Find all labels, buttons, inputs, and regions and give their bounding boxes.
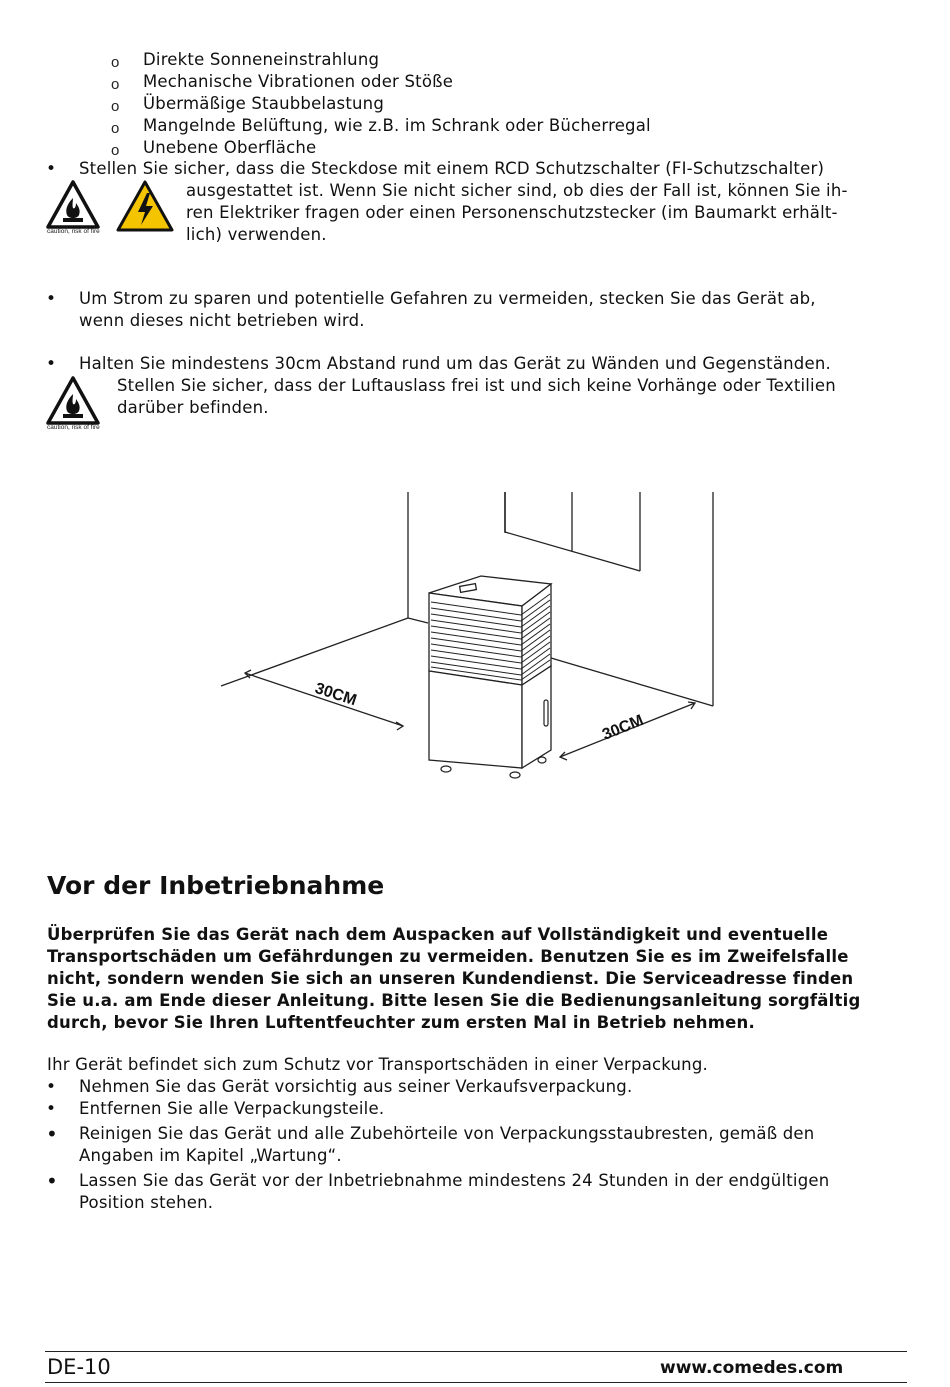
sublist-item: Übermäßige Staubbelastung — [143, 94, 384, 113]
step-text: Angaben im Kapitel „Wartung“. — [79, 1146, 342, 1165]
bullet: • — [46, 159, 57, 179]
footer-url: www.comedes.com — [660, 1358, 844, 1378]
intro-bold-line: Sie u.a. am Ende dieser Anleitung. Bitte lesen Sie die Bedienungsanleitung sorgfältig — [47, 991, 861, 1010]
sublist-item: Mangelnde Belüftung, wie z.B. im Schrank oder Bücherregal — [143, 116, 651, 135]
footer-top-rule — [45, 1351, 907, 1352]
packaging-intro: Ihr Gerät befindet sich zum Schutz vor Transportschäden in einer Verpackung. — [47, 1055, 708, 1074]
bullet: • — [46, 289, 57, 309]
step-text: Reinigen Sie das Gerät und alle Zubehörteile von Verpackungsstaubresten, gemäß den — [79, 1124, 815, 1143]
rcd-text-line: ren Elektriker fragen oder einen Personenschutzstecker (im Baumarkt erhält- — [186, 203, 838, 222]
sublist-marker: o — [111, 98, 120, 115]
bullet: • — [46, 1122, 58, 1146]
distance-text-line: Halten Sie mindestens 30cm Abstand rund um das Gerät zu Wänden und Gegenständen. — [79, 354, 831, 373]
bullet: • — [46, 1077, 57, 1097]
bullet: • — [46, 354, 57, 374]
footer-bottom-rule — [45, 1382, 907, 1383]
clearance-illustration — [215, 488, 725, 788]
sublist-marker: o — [111, 120, 120, 137]
rcd-text-line: Stellen Sie sicher, dass die Steckdose mit einem RCD Schutzschalter (FI-Schutzschalter) — [79, 159, 825, 178]
left-clearance-label: 30CM — [312, 680, 359, 710]
power-text-line: wenn dieses nicht betrieben wird. — [79, 311, 365, 330]
intro-bold-line: durch, bevor Sie Ihren Luftentfeuchter zum ersten Mal in Betrieb nehmen. — [47, 1013, 755, 1032]
fire-warning-icon — [46, 180, 100, 238]
rcd-text-line: ausgestattet ist. Wenn Sie nicht sicher sind, ob dies der Fall ist, können Sie ih- — [186, 181, 848, 200]
sublist-item: Mechanische Vibrationen oder Stöße — [143, 72, 454, 91]
distance-text-line: darüber befinden. — [117, 398, 269, 417]
step-text: Position stehen. — [79, 1193, 214, 1212]
bullet: • — [46, 1099, 57, 1119]
sublist-item: Unebene Oberfläche — [143, 138, 317, 157]
power-text-line: Um Strom zu sparen und potentielle Gefahren zu vermeiden, stecken Sie das Gerät ab, — [79, 289, 816, 308]
fire-warning-icon — [46, 376, 100, 434]
electric-warning-icon — [115, 179, 175, 234]
sublist-marker: o — [111, 54, 120, 71]
bullet: • — [46, 1169, 58, 1193]
distance-text-line: Stellen Sie sicher, dass der Luftauslass frei ist und sich keine Vorhänge oder Textilien — [117, 376, 836, 395]
sublist-marker: o — [111, 76, 120, 93]
intro-bold-line: Überprüfen Sie das Gerät nach dem Auspacken auf Vollständigkeit und eventuelle — [47, 925, 829, 944]
step-text: Lassen Sie das Gerät vor der Inbetriebnahme mindestens 24 Stunden in der endgültigen — [79, 1171, 830, 1190]
page-number: DE-10 — [47, 1355, 111, 1379]
sublist-item: Direkte Sonneneinstrahlung — [143, 50, 380, 69]
right-clearance-label: 30CM — [600, 712, 646, 744]
section-title: Vor der Inbetriebnahme — [47, 871, 385, 900]
sublist-marker: o — [111, 142, 120, 159]
rcd-text-line: lich) verwenden. — [186, 225, 327, 244]
fire-icon-caption: caution, risk of fire — [47, 424, 100, 431]
fire-icon-caption: caution, risk of fire — [47, 228, 100, 235]
intro-bold-line: Transportschäden um Gefährdungen zu vermeiden. Benutzen Sie es im Zweifelsfalle — [47, 947, 849, 966]
step-text: Nehmen Sie das Gerät vorsichtig aus seiner Verkaufsverpackung. — [79, 1077, 633, 1096]
intro-bold-line: nicht, sondern wenden Sie sich an unseren Kundendienst. Die Serviceadresse finden — [47, 969, 854, 988]
step-text: Entfernen Sie alle Verpackungsteile. — [79, 1099, 385, 1118]
